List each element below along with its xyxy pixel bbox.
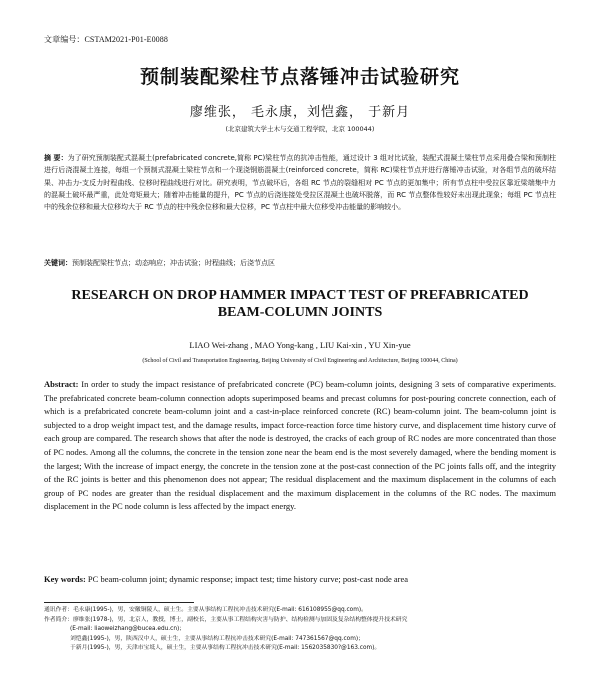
- english-keywords: [44, 574, 556, 584]
- english-affiliation: (School of Civil and Transportation Engineering, Beijing University of Civil Engineering and Architecture, Beijing 100044, China): [142, 358, 458, 364]
- english-keywords-text: PC beam-column joint; dynamic response; impact test; time history curve; post-cast node area: [87, 574, 409, 584]
- chinese-keywords-text: 预制装配梁柱节点；动态响应；冲击试验；时程曲线；后浇节点区: [72, 259, 275, 267]
- english-authors: LIAO Wei-zhang , MAO Yong-kang , LIU Kai-xin , YU Xin-yue: [189, 340, 411, 350]
- chinese-keywords: [44, 258, 556, 268]
- english-keywords-label: Key words:: [44, 574, 86, 584]
- footnotes: [44, 606, 556, 654]
- footnote-corresponding-author: 通讯作者：毛永康(1995-)，男，安徽铜陵人，硕士生。主要从事结构工程抗冲击技术研究(E-mail: 616108955@qq.com)。: [44, 607, 367, 613]
- english-title-line-2: BEAM-COLUMN JOINTS: [217, 305, 383, 320]
- english-abstract-text: In order to study the impact resistance of prefabricated concrete (PC) beam-column joints, designing 3 sets of comparative experiments. The prefabricated concrete beam-column connection adopts superimposed beams and precast columns for post-pouring concrete connection, each of which is a prefabricated concrete beam-column joint and a cast-in-place reinforced concrete (RC) beam-column joint. The beam-column joint is subjected to a drop weight impact test, and the damage results, impact force-reaction force time history curve, and displacement time history curve of each group are compared. The research shows that after the node is destroyed, the cracks of each group of RC nodes are more concentrated than those of PC nodes. Among all the columns, the concrete in the tension zone near the beam end is the most severely damaged, where the bending moment is the largest; With the increase of impact energy, the concrete in the tension zone at the post-cast connection of the PC joints falls off, and the integrity of the RC joints is better and this phenomenon does not appear; The residual displacement and the maximum displacement in the columns of each group of PC nodes are greater than the residual displacement and the maximum displacement in the columns of the RC nodes. The maximum displacement in the PC node column is less affected by the impact energy.: [44, 379, 556, 512]
- footnote-author-bio-yu: 于新月(1995-)，男，天津市宝坻人，硕士生，主要从事结构工程抗冲击技术研究(E-mail: 1562035830?@163.com)。: [70, 645, 381, 652]
- chinese-title: 预制装配梁柱节点落锤冲击试验研究: [139, 66, 460, 88]
- chinese-abstract-text: 为了研究预制装配式混凝土(prefabricated concrete,简称 PC)梁柱节点的抗冲击性能，通过设计 3 组对比试验，装配式混凝土梁柱节点采用叠合梁和预制柱进行后浇混凝土连接，每组一个预制式混凝土梁柱节点和一个现浇钢筋混凝土(reinforced concrete，简称 RC)梁柱节点并进行落锤冲击试验，对各组节点的破坏结果、冲击力-支反力时程曲线、位移时程曲线进行对比。研究表明，节点破坏后，各组 RC 节点的裂缝相对 PC 节点的更加集中；所有节点柱中受拉区靠近梁端集中力的混凝土破坏最严重，此处弯矩最大；随着冲击能量的提升，PC 节点的后浇连接处受拉区混凝土也破坏脱落，而 RC 节点整体性较好未出现此现象；每组 PC 节点柱中的残余位移和最大位移均大于 RC 节点的柱中残余位移和最大位移，PC 节点柱中最大位移受冲击能量的影响较小。: [44, 154, 557, 212]
- chinese-keywords-label: 关键词：: [44, 259, 72, 267]
- chinese-abstract: [44, 152, 556, 213]
- footnote-divider: [44, 602, 194, 603]
- english-title-line-1: RESEARCH ON DROP HAMMER IMPACT TEST OF PREFABRICATED: [71, 288, 529, 303]
- english-abstract: [44, 378, 556, 514]
- footnote-author-bio-liu: 刘恺鑫(1995-)，男，陕西汉中人，硕士生，主要从事结构工程抗冲击技术研究(E-mail: 747361567@qq.com)；: [70, 635, 364, 642]
- english-title: [0, 287, 600, 321]
- chinese-affiliation: (北京建筑大学土木与交通工程学院，北京 100044): [225, 125, 375, 133]
- article-number: 文章编号：CSTAM2021-P01-E0088: [44, 35, 168, 44]
- footnote-author-bio-liao-email: (E-mail: liaoweizhang@bucea.edu.cn)；: [70, 626, 186, 633]
- english-abstract-label: Abstract:: [44, 379, 79, 389]
- footnote-author-bio-liao: 作者简介：廖维张(1978-)，男，北京人，教授，博士，副校长，主要从事工程结构灾害与防护、结构检测与加固及复杂结构整体提升技术研究: [44, 616, 408, 623]
- chinese-authors: 廖维张， 毛永康，刘恺鑫， 于新月: [189, 105, 411, 120]
- chinese-abstract-label: 摘 要：: [44, 154, 68, 162]
